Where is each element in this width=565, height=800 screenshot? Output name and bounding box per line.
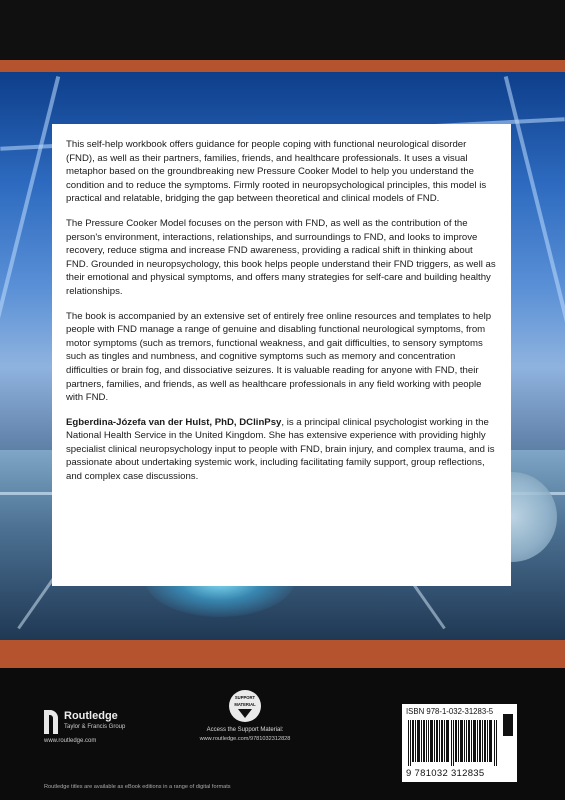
blurb-paragraph-1: This self-help workbook offers guidance for people coping with functional neurological disorder (FND), as well as their partners, families, friends, and healthcare professionals. It uses a visual metaphor based on the groundbreaking new Pressure Cooker Model to help you understand the condition and to reduce the symptoms. Firmly rooted in neuropsychological principles, this model is practical and relatable, bridging the gap between theoretical and clinical models of FND. — [66, 139, 487, 205]
blurb-text-box — [52, 124, 511, 586]
top-dark-band — [0, 0, 565, 60]
support-material-block — [190, 690, 300, 750]
price-code-bars — [503, 714, 513, 736]
support-material-icon — [229, 690, 261, 722]
publisher-group: Taylor & Francis Group — [64, 724, 126, 730]
routledge-r-icon — [44, 710, 58, 734]
footer-note: Routledge titles are available as eBook editions in a range of digital formats — [44, 784, 231, 790]
support-material-link[interactable]: www.routledge.com/9781032312828 — [199, 736, 291, 742]
bottom-rust-stripe — [0, 640, 565, 668]
isbn-barcode — [402, 704, 517, 782]
publisher-name: Routledge — [64, 710, 118, 722]
support-badge-text: SUPPORT MATERIAL — [234, 695, 256, 707]
author-bio: , is a principal clinical psychologist working in the National Health Service in the United Kingdom. She has extensive experience with providing highly specialist clinical neuropsychology input to people with FND, brain injury, and complex trauma, and is passionate about undertaking systemic work, including facilitating family support, group reflections, and complex case discussions. — [66, 416, 495, 483]
blurb-paragraph-2: The Pressure Cooker Model focuses on the person with FND, as well as the contribution of the person's environment, interactions, relationships, and surroundings to FND, and looks to improve recovery, reduce stigma and increase FND awareness, providing a radical shift in thinking about FND. Grounded in neuropsychology, this book helps people understand their FND triggers, as well as their emotional and physical symptoms, and offers many strategies for self-care and building healthy relationships. — [66, 217, 496, 297]
top-rust-stripe — [0, 60, 565, 72]
blurb-paragraph-3: The book is accompanied by an extensive set of entirely free online resources and templates to help people with FND manage a range of genuine and disabling functional neurological symptoms, from motor symptoms (such as tremors, functional weakness, and gait difficulties, to sensory symptoms such as tingles and numbness, and cognitive symptoms such as memory and concentration difficulties or brain fog, and dissociative seizures. It is valuable reading for anyone with FND, their partners, families, and friends, as well as healthcare professionals in any field working with people with FND. — [66, 310, 492, 404]
publisher-logo — [44, 708, 174, 748]
barcode-digits: 9 781032 312835 — [406, 768, 485, 779]
publisher-url[interactable]: www.routledge.com — [44, 738, 97, 744]
author-bio-paragraph — [66, 416, 497, 484]
support-access-label: Access the Support Material: — [206, 727, 284, 733]
isbn-label: ISBN 978-1-032-31283-5 — [406, 707, 494, 716]
author-name: Egberdina-Józefa van der Hulst, PhD, DClinPsy — [66, 416, 282, 428]
download-arrow-icon — [238, 709, 252, 718]
barcode-bars — [408, 720, 498, 766]
